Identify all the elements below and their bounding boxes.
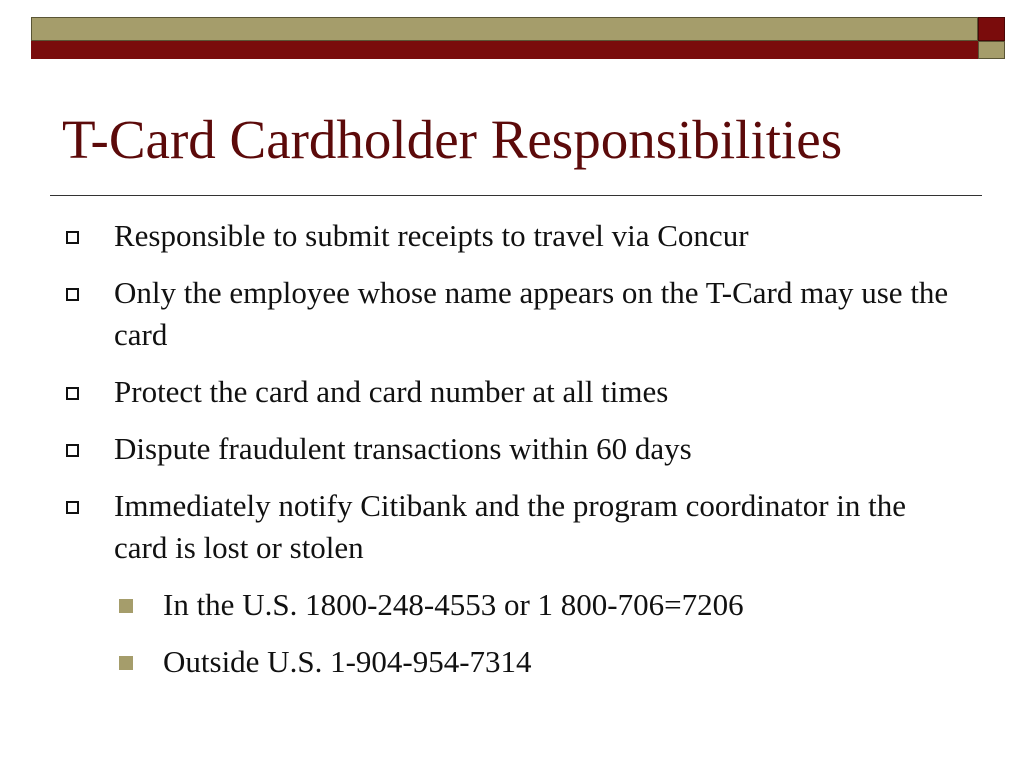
filled-square-icon	[119, 656, 133, 670]
bullet-text: Protect the card and card number at all times	[114, 374, 669, 409]
hollow-square-icon	[66, 231, 79, 244]
corner-block-maroon	[978, 17, 1005, 41]
bullet-text: Immediately notify Citibank and the program coordinator in the card is lost or stolen	[114, 488, 907, 565]
hollow-square-icon	[66, 387, 79, 400]
hollow-square-icon	[66, 501, 79, 514]
bullet-list	[66, 215, 966, 698]
hollow-square-icon	[66, 444, 79, 457]
filled-square-icon	[119, 599, 133, 613]
hollow-square-icon	[66, 288, 79, 301]
bullet-item	[66, 272, 966, 356]
corner-block-olive	[978, 41, 1005, 59]
bullet-item	[66, 485, 966, 569]
bullet-item	[66, 371, 966, 413]
sub-bullet-text: Outside U.S. 1-904-954-7314	[163, 644, 532, 679]
bullet-item	[66, 215, 966, 257]
header-bar-olive	[31, 17, 978, 41]
bullet-text: Responsible to submit receipts to travel via Concur	[114, 218, 749, 253]
bullet-text: Dispute fraudulent transactions within 60 days	[114, 431, 692, 466]
bullet-item	[66, 428, 966, 470]
title-divider	[50, 195, 982, 196]
header-bar-maroon	[31, 41, 978, 59]
slide-title: T-Card Cardholder Responsibilities	[62, 109, 843, 170]
bullet-text: Only the employee whose name appears on the T-Card may use the card	[114, 275, 949, 352]
sub-bullet-text: In the U.S. 1800-248-4553 or 1 800-706=7206	[163, 587, 744, 622]
sub-bullet-item	[66, 584, 966, 626]
sub-bullet-item	[66, 641, 966, 683]
